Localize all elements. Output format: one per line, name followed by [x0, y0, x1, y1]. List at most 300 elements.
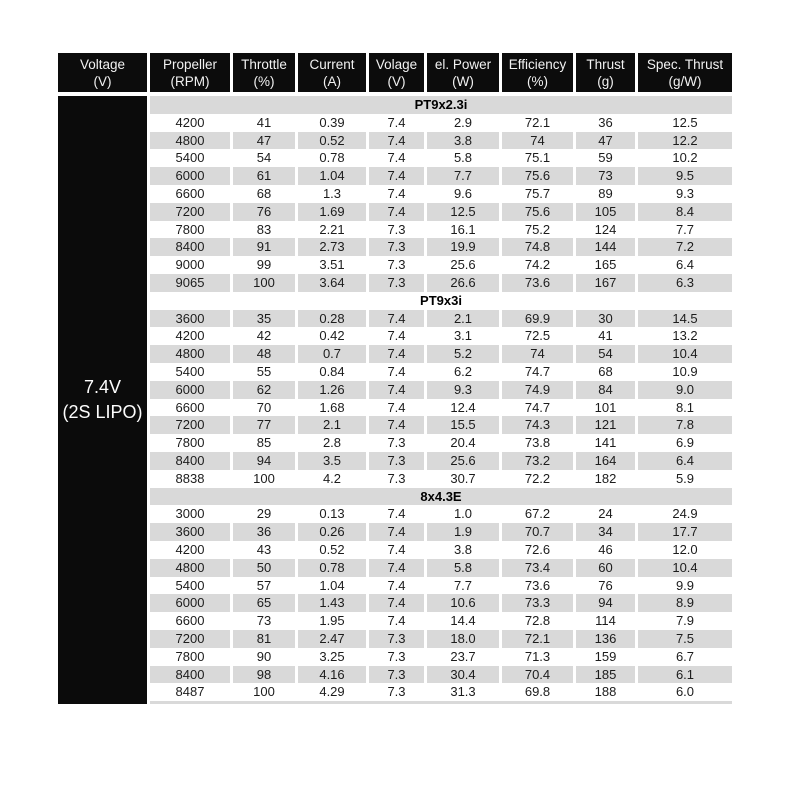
table-row	[58, 399, 732, 417]
cell-volage: 7.3	[369, 683, 424, 701]
cell-propeller: 9065	[150, 274, 230, 292]
cell-propeller: 6000	[150, 167, 230, 185]
cell-spec-thrust: 10.4	[638, 559, 732, 577]
cell-efficiency: 67.2	[502, 505, 573, 523]
cell-propeller: 5400	[150, 149, 230, 167]
cell-current: 1.95	[298, 612, 366, 630]
cell-el-power: 30.4	[427, 666, 499, 684]
cell-thrust: 101	[576, 399, 635, 417]
voltage-value: 7.4V	[83, 377, 122, 398]
cell-thrust: 46	[576, 541, 635, 559]
column-header-spec-thrust	[638, 53, 732, 92]
table-row	[58, 238, 732, 256]
table-row	[58, 381, 732, 399]
column-header-el-power	[427, 53, 499, 92]
cell-el-power: 9.3	[427, 381, 499, 399]
cell-el-power: 30.7	[427, 470, 499, 488]
cell-current: 0.26	[298, 523, 366, 541]
column-title: Propeller	[162, 56, 218, 72]
cell-throttle: 65	[233, 594, 295, 612]
cell-current: 3.5	[298, 452, 366, 470]
cell-thrust: 188	[576, 683, 635, 701]
cell-el-power: 6.2	[427, 363, 499, 381]
cell-throttle: 47	[233, 132, 295, 150]
cell-volage: 7.4	[369, 505, 424, 523]
table-row	[58, 114, 732, 132]
cell-spec-thrust: 14.5	[638, 310, 732, 328]
table-header-row	[58, 53, 732, 92]
cell-volage: 7.3	[369, 256, 424, 274]
cell-propeller: 6600	[150, 612, 230, 630]
cell-volage: 7.3	[369, 274, 424, 292]
cell-efficiency: 75.6	[502, 167, 573, 185]
cell-propeller: 4200	[150, 327, 230, 345]
cell-volage: 7.3	[369, 630, 424, 648]
cell-efficiency: 74.2	[502, 256, 573, 274]
cell-current: 1.68	[298, 399, 366, 417]
cell-el-power: 12.4	[427, 399, 499, 417]
propeller-thrust-data-sheet	[55, 53, 735, 704]
section-header-pt9x3i: PT9x3i	[150, 292, 732, 310]
battery-type: (2S LIPO)	[62, 402, 143, 423]
cell-spec-thrust: 6.7	[638, 648, 732, 666]
cell-el-power: 9.6	[427, 185, 499, 203]
propeller-test-table	[55, 53, 735, 704]
cell-throttle: 41	[233, 114, 295, 132]
cell-el-power: 5.8	[427, 559, 499, 577]
cell-current: 2.21	[298, 221, 366, 239]
cell-spec-thrust: 13.2	[638, 327, 732, 345]
cell-spec-thrust: 7.2	[638, 238, 732, 256]
cell-el-power: 5.2	[427, 345, 499, 363]
cell-volage: 7.3	[369, 434, 424, 452]
cell-propeller: 6000	[150, 594, 230, 612]
cell-current: 0.42	[298, 327, 366, 345]
column-unit: (V)	[387, 73, 406, 89]
cell-efficiency: 72.1	[502, 630, 573, 648]
table-row	[58, 683, 732, 701]
table-row	[58, 167, 732, 185]
cell-throttle: 55	[233, 363, 295, 381]
cell-efficiency: 74	[502, 132, 573, 150]
cell-throttle: 90	[233, 648, 295, 666]
cell-spec-thrust: 8.1	[638, 399, 732, 417]
cell-current: 1.26	[298, 381, 366, 399]
cell-el-power: 2.1	[427, 310, 499, 328]
cell-thrust: 144	[576, 238, 635, 256]
column-header-voltage	[58, 53, 147, 92]
table-row	[58, 523, 732, 541]
cell-efficiency: 73.6	[502, 274, 573, 292]
cell-thrust: 54	[576, 345, 635, 363]
cell-throttle: 76	[233, 203, 295, 221]
cell-efficiency: 74.3	[502, 416, 573, 434]
section-header-pt9x2-3i: PT9x2.3i	[150, 96, 732, 114]
cell-propeller: 4800	[150, 559, 230, 577]
column-unit: (W)	[452, 73, 474, 89]
table-row	[58, 221, 732, 239]
cell-spec-thrust: 12.0	[638, 541, 732, 559]
cell-current: 3.51	[298, 256, 366, 274]
cell-spec-thrust: 5.9	[638, 470, 732, 488]
cell-spec-thrust: 6.3	[638, 274, 732, 292]
cell-throttle: 43	[233, 541, 295, 559]
cell-volage: 7.4	[369, 149, 424, 167]
cell-el-power: 26.6	[427, 274, 499, 292]
column-title: el. Power	[434, 56, 492, 72]
table-row	[58, 96, 732, 114]
table-row	[58, 185, 732, 203]
table-row	[58, 577, 732, 595]
cell-propeller: 3600	[150, 523, 230, 541]
cell-thrust: 124	[576, 221, 635, 239]
cell-throttle: 62	[233, 381, 295, 399]
cell-efficiency: 75.1	[502, 149, 573, 167]
table-row	[58, 132, 732, 150]
cell-thrust: 185	[576, 666, 635, 684]
cell-el-power: 3.1	[427, 327, 499, 345]
cell-efficiency: 71.3	[502, 648, 573, 666]
cell-throttle: 83	[233, 221, 295, 239]
cell-efficiency: 72.8	[502, 612, 573, 630]
cell-throttle: 35	[233, 310, 295, 328]
cell-propeller: 8400	[150, 666, 230, 684]
cell-el-power: 15.5	[427, 416, 499, 434]
cell-current: 1.3	[298, 185, 366, 203]
cell-propeller: 7200	[150, 203, 230, 221]
column-unit: (%)	[253, 73, 275, 89]
cell-volage: 7.4	[369, 132, 424, 150]
table-bottom-strip	[150, 701, 732, 704]
table-row	[58, 434, 732, 452]
table-row	[58, 256, 732, 274]
cell-thrust: 73	[576, 167, 635, 185]
table-row	[58, 310, 732, 328]
cell-propeller: 6000	[150, 381, 230, 399]
cell-thrust: 141	[576, 434, 635, 452]
cell-efficiency: 72.5	[502, 327, 573, 345]
cell-thrust: 114	[576, 612, 635, 630]
cell-current: 3.25	[298, 648, 366, 666]
cell-thrust: 84	[576, 381, 635, 399]
column-title: Volage	[375, 56, 418, 72]
cell-spec-thrust: 7.9	[638, 612, 732, 630]
cell-el-power: 20.4	[427, 434, 499, 452]
cell-current: 1.04	[298, 577, 366, 595]
cell-thrust: 36	[576, 114, 635, 132]
cell-thrust: 41	[576, 327, 635, 345]
cell-spec-thrust: 9.9	[638, 577, 732, 595]
cell-spec-thrust: 7.8	[638, 416, 732, 434]
cell-el-power: 10.6	[427, 594, 499, 612]
table-row	[58, 363, 732, 381]
table-bottom-strip-row	[58, 701, 732, 704]
cell-el-power: 18.0	[427, 630, 499, 648]
cell-thrust: 89	[576, 185, 635, 203]
cell-throttle: 77	[233, 416, 295, 434]
cell-throttle: 68	[233, 185, 295, 203]
cell-thrust: 76	[576, 577, 635, 595]
cell-thrust: 164	[576, 452, 635, 470]
cell-throttle: 70	[233, 399, 295, 417]
cell-throttle: 54	[233, 149, 295, 167]
cell-throttle: 100	[233, 274, 295, 292]
table-row	[58, 292, 732, 310]
cell-propeller: 8487	[150, 683, 230, 701]
cell-spec-thrust: 8.4	[638, 203, 732, 221]
cell-efficiency: 72.2	[502, 470, 573, 488]
cell-spec-thrust: 10.2	[638, 149, 732, 167]
cell-efficiency: 72.6	[502, 541, 573, 559]
cell-thrust: 136	[576, 630, 635, 648]
cell-thrust: 24	[576, 505, 635, 523]
cell-el-power: 1.9	[427, 523, 499, 541]
cell-current: 1.69	[298, 203, 366, 221]
table-row	[58, 327, 732, 345]
table-row	[58, 488, 732, 506]
cell-efficiency: 74.7	[502, 399, 573, 417]
table-row	[58, 559, 732, 577]
column-title: Efficiency	[508, 56, 567, 72]
cell-propeller: 9000	[150, 256, 230, 274]
cell-volage: 7.4	[369, 363, 424, 381]
column-unit: (V)	[93, 73, 112, 89]
cell-throttle: 73	[233, 612, 295, 630]
cell-throttle: 99	[233, 256, 295, 274]
cell-spec-thrust: 6.4	[638, 256, 732, 274]
cell-thrust: 94	[576, 594, 635, 612]
cell-propeller: 4800	[150, 132, 230, 150]
cell-volage: 7.4	[369, 310, 424, 328]
cell-volage: 7.4	[369, 345, 424, 363]
cell-spec-thrust: 17.7	[638, 523, 732, 541]
cell-propeller: 7800	[150, 221, 230, 239]
cell-propeller: 6600	[150, 185, 230, 203]
cell-efficiency: 73.2	[502, 452, 573, 470]
cell-throttle: 100	[233, 683, 295, 701]
cell-el-power: 16.1	[427, 221, 499, 239]
table-row	[58, 416, 732, 434]
cell-spec-thrust: 24.9	[638, 505, 732, 523]
table-row	[58, 345, 732, 363]
cell-efficiency: 73.4	[502, 559, 573, 577]
cell-current: 1.04	[298, 167, 366, 185]
cell-current: 0.13	[298, 505, 366, 523]
table-row	[58, 648, 732, 666]
cell-spec-thrust: 8.9	[638, 594, 732, 612]
cell-volage: 7.4	[369, 114, 424, 132]
cell-propeller: 7200	[150, 630, 230, 648]
cell-propeller: 4800	[150, 345, 230, 363]
cell-throttle: 36	[233, 523, 295, 541]
cell-el-power: 7.7	[427, 577, 499, 595]
table-row	[58, 594, 732, 612]
cell-spec-thrust: 7.5	[638, 630, 732, 648]
cell-current: 0.28	[298, 310, 366, 328]
cell-propeller: 3000	[150, 505, 230, 523]
cell-throttle: 100	[233, 470, 295, 488]
cell-current: 4.29	[298, 683, 366, 701]
cell-throttle: 85	[233, 434, 295, 452]
cell-thrust: 159	[576, 648, 635, 666]
cell-el-power: 12.5	[427, 203, 499, 221]
cell-current: 4.2	[298, 470, 366, 488]
cell-efficiency: 73.3	[502, 594, 573, 612]
cell-spec-thrust: 12.2	[638, 132, 732, 150]
cell-propeller: 3600	[150, 310, 230, 328]
cell-current: 0.84	[298, 363, 366, 381]
cell-spec-thrust: 7.7	[638, 221, 732, 239]
cell-spec-thrust: 9.5	[638, 167, 732, 185]
cell-current: 2.1	[298, 416, 366, 434]
cell-el-power: 23.7	[427, 648, 499, 666]
cell-thrust: 105	[576, 203, 635, 221]
cell-spec-thrust: 10.4	[638, 345, 732, 363]
column-title: Current	[309, 56, 355, 72]
cell-volage: 7.4	[369, 559, 424, 577]
cell-efficiency: 75.7	[502, 185, 573, 203]
cell-efficiency: 74.7	[502, 363, 573, 381]
cell-efficiency: 74.8	[502, 238, 573, 256]
cell-propeller: 8838	[150, 470, 230, 488]
column-unit: (g)	[597, 73, 614, 89]
table-row	[58, 612, 732, 630]
column-header-volage	[369, 53, 424, 92]
column-unit: (g/W)	[668, 73, 702, 89]
cell-thrust: 47	[576, 132, 635, 150]
column-title: Thrust	[586, 56, 625, 72]
cell-propeller: 6600	[150, 399, 230, 417]
column-unit: (A)	[323, 73, 341, 89]
cell-volage: 7.3	[369, 648, 424, 666]
cell-el-power: 5.8	[427, 149, 499, 167]
cell-spec-thrust: 10.9	[638, 363, 732, 381]
cell-el-power: 31.3	[427, 683, 499, 701]
cell-el-power: 3.8	[427, 132, 499, 150]
cell-volage: 7.3	[369, 470, 424, 488]
cell-throttle: 94	[233, 452, 295, 470]
cell-efficiency: 75.2	[502, 221, 573, 239]
cell-volage: 7.4	[369, 327, 424, 345]
cell-volage: 7.3	[369, 221, 424, 239]
cell-current: 2.73	[298, 238, 366, 256]
cell-el-power: 2.9	[427, 114, 499, 132]
cell-spec-thrust: 6.9	[638, 434, 732, 452]
cell-propeller: 5400	[150, 363, 230, 381]
table-row	[58, 203, 732, 221]
cell-spec-thrust: 12.5	[638, 114, 732, 132]
cell-throttle: 91	[233, 238, 295, 256]
cell-propeller: 8400	[150, 452, 230, 470]
column-unit: (RPM)	[170, 73, 210, 89]
cell-spec-thrust: 9.3	[638, 185, 732, 203]
cell-volage: 7.4	[369, 612, 424, 630]
table-row	[58, 630, 732, 648]
cell-efficiency: 69.8	[502, 683, 573, 701]
column-title: Spec. Thrust	[646, 56, 724, 72]
cell-volage: 7.4	[369, 203, 424, 221]
cell-efficiency: 74	[502, 345, 573, 363]
cell-spec-thrust: 6.0	[638, 683, 732, 701]
cell-thrust: 68	[576, 363, 635, 381]
cell-throttle: 50	[233, 559, 295, 577]
cell-efficiency: 73.8	[502, 434, 573, 452]
cell-volage: 7.4	[369, 416, 424, 434]
cell-current: 2.8	[298, 434, 366, 452]
cell-current: 2.47	[298, 630, 366, 648]
cell-current: 0.52	[298, 132, 366, 150]
cell-throttle: 98	[233, 666, 295, 684]
cell-el-power: 14.4	[427, 612, 499, 630]
table-row	[58, 452, 732, 470]
column-header-thrust	[576, 53, 635, 92]
table-row	[58, 666, 732, 684]
cell-throttle: 57	[233, 577, 295, 595]
cell-propeller: 4200	[150, 114, 230, 132]
cell-throttle: 29	[233, 505, 295, 523]
cell-efficiency: 75.6	[502, 203, 573, 221]
cell-thrust: 182	[576, 470, 635, 488]
cell-spec-thrust: 6.4	[638, 452, 732, 470]
cell-propeller: 7800	[150, 434, 230, 452]
column-header-efficiency	[502, 53, 573, 92]
cell-current: 4.16	[298, 666, 366, 684]
cell-thrust: 34	[576, 523, 635, 541]
cell-volage: 7.4	[369, 185, 424, 203]
cell-el-power: 1.0	[427, 505, 499, 523]
cell-el-power: 7.7	[427, 167, 499, 185]
cell-thrust: 59	[576, 149, 635, 167]
cell-volage: 7.3	[369, 452, 424, 470]
cell-el-power: 19.9	[427, 238, 499, 256]
cell-efficiency: 73.6	[502, 577, 573, 595]
cell-efficiency: 69.9	[502, 310, 573, 328]
cell-el-power: 3.8	[427, 541, 499, 559]
cell-spec-thrust: 6.1	[638, 666, 732, 684]
cell-el-power: 25.6	[427, 256, 499, 274]
cell-volage: 7.4	[369, 167, 424, 185]
table-row	[58, 541, 732, 559]
cell-thrust: 60	[576, 559, 635, 577]
cell-thrust: 165	[576, 256, 635, 274]
table-row	[58, 149, 732, 167]
cell-propeller: 7200	[150, 416, 230, 434]
cell-volage: 7.4	[369, 523, 424, 541]
cell-current: 0.52	[298, 541, 366, 559]
cell-thrust: 167	[576, 274, 635, 292]
cell-throttle: 42	[233, 327, 295, 345]
section-header-8x4-3e: 8x4.3E	[150, 488, 732, 506]
table-row	[58, 470, 732, 488]
cell-thrust: 121	[576, 416, 635, 434]
cell-volage: 7.3	[369, 666, 424, 684]
table-row	[58, 274, 732, 292]
cell-volage: 7.4	[369, 541, 424, 559]
cell-current: 0.39	[298, 114, 366, 132]
column-header-throttle	[233, 53, 295, 92]
cell-volage: 7.4	[369, 399, 424, 417]
cell-current: 0.7	[298, 345, 366, 363]
cell-efficiency: 74.9	[502, 381, 573, 399]
cell-current: 0.78	[298, 149, 366, 167]
column-title: Voltage	[79, 56, 126, 72]
column-header-propeller	[150, 53, 230, 92]
cell-efficiency: 70.7	[502, 523, 573, 541]
cell-el-power: 25.6	[427, 452, 499, 470]
cell-throttle: 81	[233, 630, 295, 648]
cell-volage: 7.3	[369, 238, 424, 256]
cell-efficiency: 70.4	[502, 666, 573, 684]
